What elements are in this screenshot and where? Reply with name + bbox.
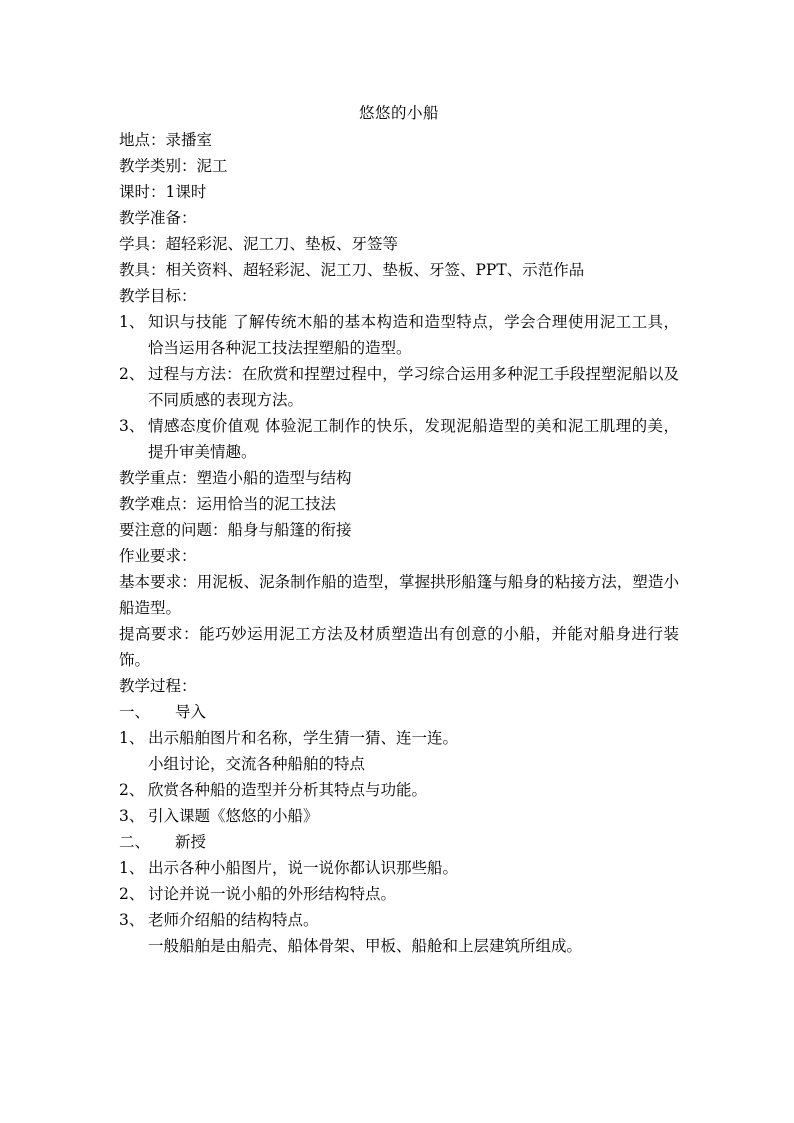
goal-text: 过程与方法：在欣赏和捏塑过程中，学习综合运用多种泥工手段捏塑泥船以及不同质感的表现方法。 — [148, 365, 679, 409]
item-text: 讨论并说一说小船的外形结构特点。 — [148, 885, 397, 903]
process-item — [119, 881, 679, 907]
teacher-tools-line: 教具：相关资料、超轻彩泥、泥工刀、垫板、牙签、PPT、示范作品 — [119, 261, 585, 279]
item-number: 1、 — [119, 859, 145, 877]
section-title: 导入 — [175, 703, 207, 721]
document-title: 悠悠的小船 — [358, 104, 439, 122]
goal-number: 3、 — [119, 417, 145, 435]
location-line: 地点：录播室 — [119, 131, 213, 149]
section-heading — [119, 829, 679, 855]
goal-item — [119, 309, 679, 361]
section-title: 新授 — [175, 833, 207, 851]
item-number: 2、 — [119, 781, 145, 799]
student-tools-line: 学具：超轻彩泥、泥工刀、垫板、牙签等 — [119, 235, 399, 253]
goals-heading: 教学目标： — [119, 287, 197, 305]
key-point-line: 教学重点：塑造小船的造型与结构 — [119, 469, 352, 487]
item-subtext: 一般船舶是由船壳、船体骨架、甲板、船舱和上层建筑所组成。 — [148, 937, 583, 955]
goal-text: 情感态度价值观 体验泥工制作的快乐，发现泥船造型的美和泥工肌理的美，提升审美情趣。 — [148, 417, 679, 461]
item-number: 3、 — [119, 807, 145, 825]
basic-requirement: 基本要求：用泥板、泥条制作船的造型，掌握拱形船篷与船身的粘接方法，塑造小船造型。 — [119, 573, 679, 617]
homework-heading: 作业要求： — [119, 547, 197, 565]
section-heading — [119, 699, 679, 725]
goal-item — [119, 413, 679, 465]
item-text: 出示船舶图片和名称，学生猜一猜、连一连。 — [148, 729, 459, 747]
item-text: 欣赏各种船的造型并分析其特点与功能。 — [148, 781, 428, 799]
section-number: 二、 — [119, 833, 151, 851]
item-text: 老师介绍船的结构特点。 — [148, 911, 319, 929]
section-number: 一、 — [119, 703, 151, 721]
item-number: 3、 — [119, 911, 145, 929]
goal-item — [119, 361, 679, 413]
difficulty-line: 教学难点：运用恰当的泥工技法 — [119, 495, 337, 513]
process-heading: 教学过程： — [119, 677, 197, 695]
process-item — [119, 855, 679, 881]
attention-line: 要注意的问题：船身与船篷的衔接 — [119, 521, 352, 539]
item-subtext: 小组讨论，交流各种船舶的特点 — [148, 755, 366, 773]
item-text: 出示各种小船图片，说一说你都认识那些船。 — [148, 859, 459, 877]
item-text: 引入课题《悠悠的小船》 — [148, 807, 319, 825]
goal-number: 2、 — [119, 365, 145, 383]
process-item — [119, 725, 679, 751]
hours-line: 课时：1课时 — [119, 183, 207, 201]
process-item — [119, 777, 679, 803]
goal-text: 知识与技能 了解传统木船的基本构造和造型特点，学会合理使用泥工工具，恰当运用各种泥工技法捏塑船的造型。 — [148, 313, 679, 357]
process-item — [119, 907, 679, 933]
document-body — [119, 100, 679, 959]
item-number: 2、 — [119, 885, 145, 903]
goal-number: 1、 — [119, 313, 145, 331]
advanced-requirement: 提高要求：能巧妙运用泥工方法及材质塑造出有创意的小船，并能对船身进行装饰。 — [119, 625, 679, 669]
prep-heading: 教学准备： — [119, 209, 197, 227]
category-line: 教学类别：泥工 — [119, 157, 228, 175]
process-item — [119, 803, 679, 829]
item-number: 1、 — [119, 729, 145, 747]
